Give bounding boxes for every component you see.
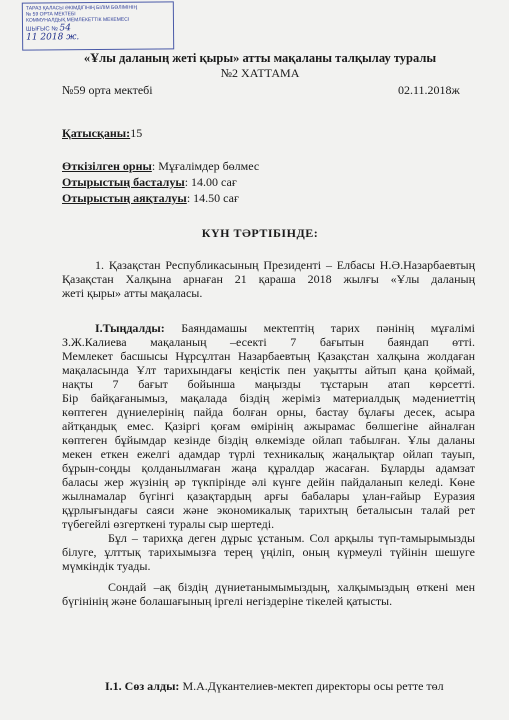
venue-label: Өткізілген орны	[62, 159, 152, 173]
document-title: «Ұлы даланың жеті қыры» атты мақаланы талқылау туралы	[83, 51, 437, 65]
heard-line: түбегейлі өзгерткені туралы сыр шертеді.	[62, 517, 275, 531]
heard-line: құрлығындағы саяси және экономикалық тарихтың беталысын талай рет	[62, 503, 475, 517]
heard-line: Бір байқағанымыз, мақалада біздің жеріміз материалдық мәдениеттің	[62, 391, 475, 405]
stamp-number: 54	[59, 23, 71, 34]
start-row	[62, 175, 237, 189]
heard-line: айтқандық емес. Қазіргі қоғам өмірінің ажырамас бөлшегіне айналған	[62, 419, 475, 433]
heard-line: З.Ж.Калиева мақаланың –есекті 7 бағытын баяндап өтті.	[62, 335, 475, 349]
heard-line: Мемлекет басшысы Нұрсұлтан Назарбаевтың Қазақстан халқына жолдаған	[62, 349, 475, 363]
agenda-line: жеті қыры» атты мақаласы.	[62, 286, 203, 300]
stamp-line: КОММУНАЛДЫҚ МЕМЛЕКЕТТІК МЕКЕМЕСІ	[25, 16, 130, 24]
opening-speech-line: I.1. Сөз алды: М.А.Дүкантелиев-мектеп директоры осы ретте төл	[105, 679, 444, 693]
agenda-line: Қазақстан Халқына арнаған 21 қараша 2018 жылғы «Ұлы даланың	[62, 272, 475, 286]
stamp-date-row	[26, 33, 170, 41]
heard-line: көптеген бұйымдар кезінде біздің өлкемізде ойлап табылған. Ұлы даланы	[62, 433, 475, 447]
venue-row	[62, 159, 259, 173]
participants-value: 15	[130, 126, 143, 140]
stamp-line: № 59 ОРТА МЕКТЕБІ	[25, 11, 76, 18]
heard-line: білуге, ұлттық тарихымызға терең үңіліп, оның күрмеулі түйінін шешуге	[62, 545, 475, 559]
heard-line: бұрын-соңды қолданылмаған жаңа құралдар жасаған. Бұларды адамзат	[62, 461, 475, 475]
heard-line: баласы жер жүзінің әр түкпірінде әлі күнге дейін пайдаланып келеді. Көне	[62, 475, 475, 489]
stamp-line: ТАРАЗ ҚАЛАСЫ ӘКІМДІГІНІҢ БІЛІМ БӨЛІМІНІҢ	[25, 4, 138, 12]
heard-line: жылнамалар бүгінгі қазақтардың арғы бабалары ұлан-ғайыр Еуразия	[62, 489, 475, 503]
heard-line: мекен еткен ежелгі адамдар түрлі техникалық жаңалықтар ойлап тауып,	[62, 447, 475, 461]
opening-speech-label: I.1. Сөз алды:	[105, 679, 180, 693]
heard-line: көптеген дүниелерінің пайда болған орны, бастау бұлағы десек, асыра	[62, 405, 475, 419]
protocol-number: №2 ХАТТАМА	[220, 66, 300, 80]
heard-line: I.Тыңдалды: Баяндамашы мектептің тарих пәнінің мұғалімі	[95, 321, 475, 335]
school-name: №59 орта мектебі	[62, 83, 153, 97]
heard-line: Бұл – тарихқа деген дұрыс ұстаным. Сол арқылы түп-тамырымызды	[108, 531, 475, 545]
registration-stamp	[22, 1, 174, 50]
paragraph-line: бүгінінің және болашағының іргелі негіздеріне тікелей қатысты.	[62, 594, 393, 608]
heard-label: I.Тыңдалды:	[95, 321, 165, 335]
agenda-heading: КҮН ТӘРТІБІНДЕ:	[201, 226, 319, 240]
agenda-line: 1. Қазақстан Республикасының Президенті – Елбасы Н.Ә.Назарбаевтың	[95, 258, 475, 272]
stamp-outgoing-row: ШЫҒЫС № 54	[26, 23, 71, 34]
end-value: : 14.50 сағ	[186, 191, 239, 205]
heard-line: мүмкіндік туады.	[62, 559, 151, 573]
participants-label: Қатысқаны:	[62, 126, 131, 140]
start-label: Отырыстың басталуы	[62, 175, 185, 189]
paragraph-line: Сондай –ақ біздің дүниетанымымыздың, халқымыздың өткені мен	[108, 580, 475, 594]
participants-row	[62, 126, 142, 140]
venue-value: : Мұғалімдер бөлмес	[151, 159, 260, 173]
end-label: Отырыстың аяқталуы	[62, 191, 187, 205]
end-row	[62, 191, 239, 205]
stamp-date: 11 2018 ж.	[26, 32, 80, 43]
heard-line: нақты 7 бағыт бойынша маңызды тұстарын атап көрсетті.	[62, 377, 475, 391]
document-date: 02.11.2018ж	[398, 83, 460, 97]
start-value: : 14.00 сағ	[184, 175, 237, 189]
heard-line: мақаласында Ұлт тарихындағы кеңістік пен уақытты айтып қана қоймай,	[62, 363, 475, 377]
